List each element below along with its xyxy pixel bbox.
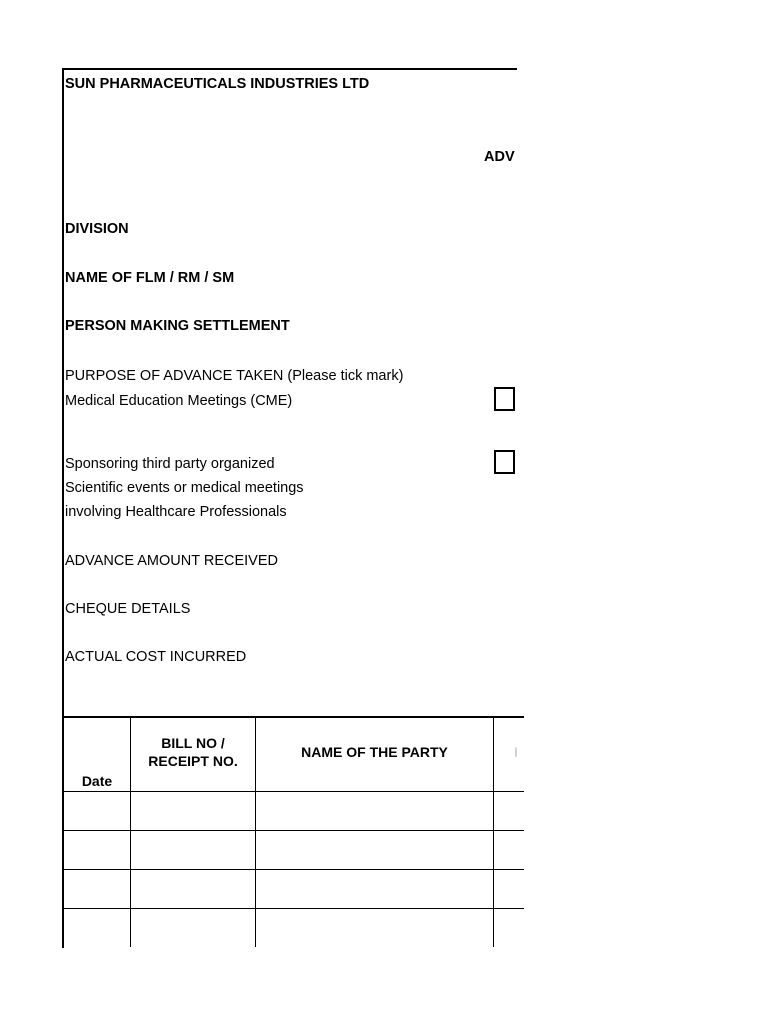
header-partial-text: I (514, 744, 518, 760)
sponsoring-checkbox[interactable] (494, 450, 515, 474)
table-header-row (64, 718, 524, 792)
header-party-text: NAME OF THE PARTY (301, 744, 448, 760)
purpose-label: PURPOSE OF ADVANCE TAKEN (Please tick mark) (65, 368, 404, 384)
expense-settlement-form (62, 68, 517, 948)
table-row (64, 792, 524, 831)
header-bill-line1: BILL NO / (161, 735, 225, 751)
person-making-settlement-label: PERSON MAKING SETTLEMENT (65, 318, 290, 334)
table-row (64, 870, 524, 909)
purpose-option-sponsoring-line3: involving Healthcare Professionals (65, 504, 287, 520)
amount-cell[interactable] (494, 909, 534, 947)
advance-amount-label: ADVANCE AMOUNT RECEIVED (65, 553, 278, 569)
bill-no-cell[interactable] (131, 870, 256, 908)
date-cell[interactable] (64, 831, 131, 869)
party-name-cell[interactable] (256, 870, 494, 908)
actual-cost-label: ACTUAL COST INCURRED (65, 649, 247, 665)
header-partial-column (494, 718, 534, 791)
date-cell[interactable] (64, 870, 131, 908)
division-label: DIVISION (65, 221, 129, 237)
table-row (64, 909, 524, 947)
purpose-option-sponsoring-line2: Scientific events or medical meetings (65, 480, 304, 496)
date-cell[interactable] (64, 909, 131, 947)
amount-cell[interactable] (494, 870, 534, 908)
date-cell[interactable] (64, 792, 131, 830)
party-name-cell[interactable] (256, 831, 494, 869)
purpose-option-cme-label: Medical Education Meetings (CME) (65, 393, 293, 409)
bill-no-cell[interactable] (131, 831, 256, 869)
header-bill-line2: RECEIPT NO. (148, 753, 238, 769)
amount-cell[interactable] (494, 792, 534, 830)
amount-cell[interactable] (494, 831, 534, 869)
header-bill-no (131, 718, 256, 791)
party-name-cell[interactable] (256, 909, 494, 947)
form-title-partial: ADV (484, 149, 515, 165)
table-row (64, 831, 524, 870)
bill-no-cell[interactable] (131, 792, 256, 830)
header-date-text: Date (81, 773, 113, 789)
company-name: SUN PHARMACEUTICALS INDUSTRIES LTD (65, 76, 370, 92)
cheque-details-label: CHEQUE DETAILS (65, 601, 191, 617)
party-name-cell[interactable] (256, 792, 494, 830)
flm-rm-sm-label: NAME OF FLM / RM / SM (65, 270, 235, 286)
purpose-option-sponsoring-line1: Sponsoring third party organized (65, 456, 275, 472)
bill-no-cell[interactable] (131, 909, 256, 947)
cme-checkbox[interactable] (494, 387, 515, 411)
header-party-name (256, 718, 494, 791)
expense-table (64, 716, 524, 947)
header-date (64, 718, 131, 791)
